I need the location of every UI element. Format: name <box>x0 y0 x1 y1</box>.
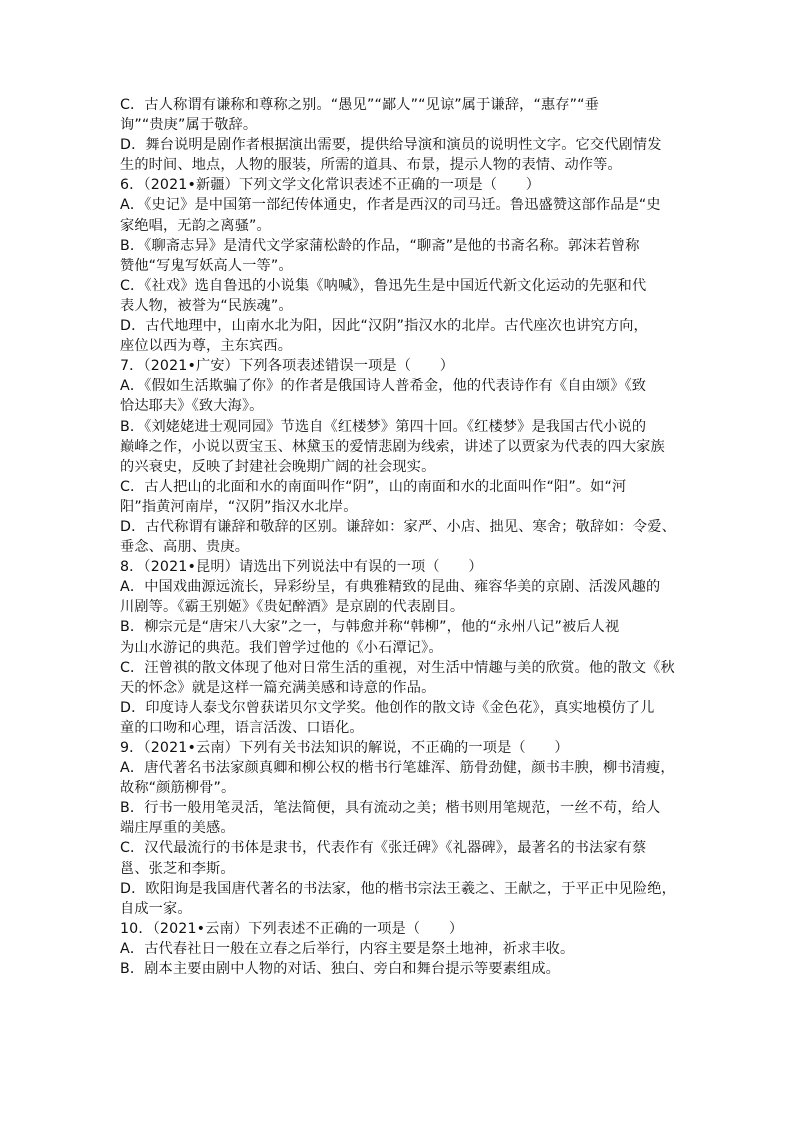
text-line: D．古代地理中，山南水北为阳，因此“汉阴”指汉水的北岸。古代座次也讲究方向， <box>120 318 648 335</box>
text-line: 故称“颜筋柳骨”。 <box>120 780 236 797</box>
text-line: C．古人把山的北面和水的南面叫作“阴”，山的南面和水的北面叫作“阳”。如“河 <box>120 478 627 495</box>
text-line: 邕、张芝和李斯。 <box>120 860 235 877</box>
question-6-stem: 6．（2021•新疆）下列文学文化常识表述不正确的一项是（ ） <box>120 177 541 194</box>
text-line: 恰达耶夫》《致大海》。 <box>120 398 264 415</box>
text-line: A．古代春社日一般在立春之后举行，内容主要是祭土地神，祈求丰收。 <box>120 940 575 957</box>
text-line: A．《史记》是中国第一部纪传体通史，作者是西汉的司马迁。鲁迅盛赞这部作品是“史 <box>120 197 661 214</box>
text-line: 座位以西为尊，主东宾西。 <box>120 338 293 355</box>
text-line: D．舞台说明是剧作者根据演出需要，提供给导演和演员的说明性文字。它交代剧情发 <box>120 137 662 154</box>
text-line: 端庄厚重的美感。 <box>120 820 235 837</box>
text-line: 童的口吻和心理，语言活泼、口语化。 <box>120 719 364 736</box>
text-line: 天的怀念》就是这样一篇充满美感和诗意的作品。 <box>120 679 436 696</box>
text-line: 赞他“写鬼写妖高人一等”。 <box>120 257 293 274</box>
text-line: 询”“贵庚”属于敬辞。 <box>120 117 258 134</box>
text-line: 自成一家。 <box>120 900 192 917</box>
text-line: D．欧阳询是我国唐代著名的书法家，他的楷书宗法王羲之、王献之，于平正中见险绝， <box>120 880 676 897</box>
text-line: D．印度诗人泰戈尔曾获诺贝尔文学奖。他创作的散文诗《金色花》，真实地模仿了儿 <box>120 699 655 716</box>
text-line: B．《刘姥姥进士观同园》节选自《红楼梦》第四十回。《红楼梦》是我国古代小说的 <box>120 418 647 435</box>
question-8-stem: 8．（2021•昆明）请选出下列说法中有误的一项（ ） <box>120 559 483 576</box>
text-line: 巅峰之作，小说以贾宝玉、林黛玉的爱情悲剧为线索，讲述了以贾家为代表的四大家族 <box>120 438 665 455</box>
text-line: B．《聊斋志异》是清代文学家蒲松龄的作品，“聊斋”是他的书斋名称。郭沫若曾称 <box>120 237 640 254</box>
text-line: 家绝唱，无韵之离骚”。 <box>120 217 271 234</box>
text-line: 阳”指黄河南岸，“汉阴”指汉水北岸。 <box>120 498 358 515</box>
text-line: C．汉代最流行的书体是隶书，代表作有《张迁碑》《礼器碑》，最著名的书法家有蔡 <box>120 840 647 857</box>
text-line: C．《社戏》选自鲁迅的小说集《呐喊》，鲁迅先生是中国近代新文化运动的先驱和代 <box>120 277 647 294</box>
text-line: 表人物，被誉为“民族魂”。 <box>120 297 293 314</box>
question-9-stem: 9．（2021•云南）下列有关书法知识的解说，不正确的一项是（ ） <box>120 740 569 756</box>
text-line: 垂念、高朋、贵庚。 <box>120 539 250 556</box>
text-line: C．古人称谓有谦称和尊称之别。“愚见”“鄙人”“见谅”属于谦辞，“惠存”“垂 <box>120 97 600 113</box>
question-7-stem: 7．（2021•广安）下列各项表述错误一项是（ ） <box>120 358 455 375</box>
text-line: 为山水游记的典范。我们曾学过他的《小石潭记》。 <box>120 639 443 656</box>
document-body <box>120 95 690 979</box>
text-line: B．剧本主要由剧中人物的对话、独白、旁白和舞台提示等要素组成。 <box>120 961 561 978</box>
text-line: A．唐代著名书法家颜真卿和柳公权的楷书行笔雄浑、筋骨劲健，颜书丰腴，柳书清瘦， <box>120 760 675 777</box>
question-10-stem: 10．（2021•云南）下列表述不正确的一项是（ ） <box>120 920 464 937</box>
text-line: 川剧等。《霸王别姬》《贵妃醉酒》是京剧的代表剧目。 <box>120 599 465 616</box>
text-line: B．行书一般用笔灵活，笔法简便，具有流动之美；楷书则用笔规范，一丝不苟，给人 <box>120 800 661 817</box>
text-line: A．中国戏曲源远流长，异彩纷呈，有典雅精致的昆曲、雍容华美的京剧、活泼风趣的 <box>120 579 661 596</box>
text-line: C．汪曾祺的散文体现了他对日常生活的重视，对生活中情趣与美的欣赏。他的散文《秋 <box>120 659 675 676</box>
text-line: B．柳宗元是“唐宋八大家”之一，与韩愈并称“韩柳”，他的“永州八记”被后人视 <box>120 619 620 636</box>
text-line: 生的时间、地点，人物的服装，所需的道具、布景，提示人物的表情、动作等。 <box>120 157 622 174</box>
text-line: D．古代称谓有谦辞和敬辞的区别。谦辞如：家严、小店、拙见、寒舍；敬辞如：令爱、 <box>120 518 676 535</box>
text-line: A．《假如生活欺骗了你》的作者是俄国诗人普希金，他的代表诗作有《自由颂》《致 <box>120 378 647 395</box>
text-line: 的兴衰史，反映了封建社会晚期广阔的社会现实。 <box>120 458 436 475</box>
